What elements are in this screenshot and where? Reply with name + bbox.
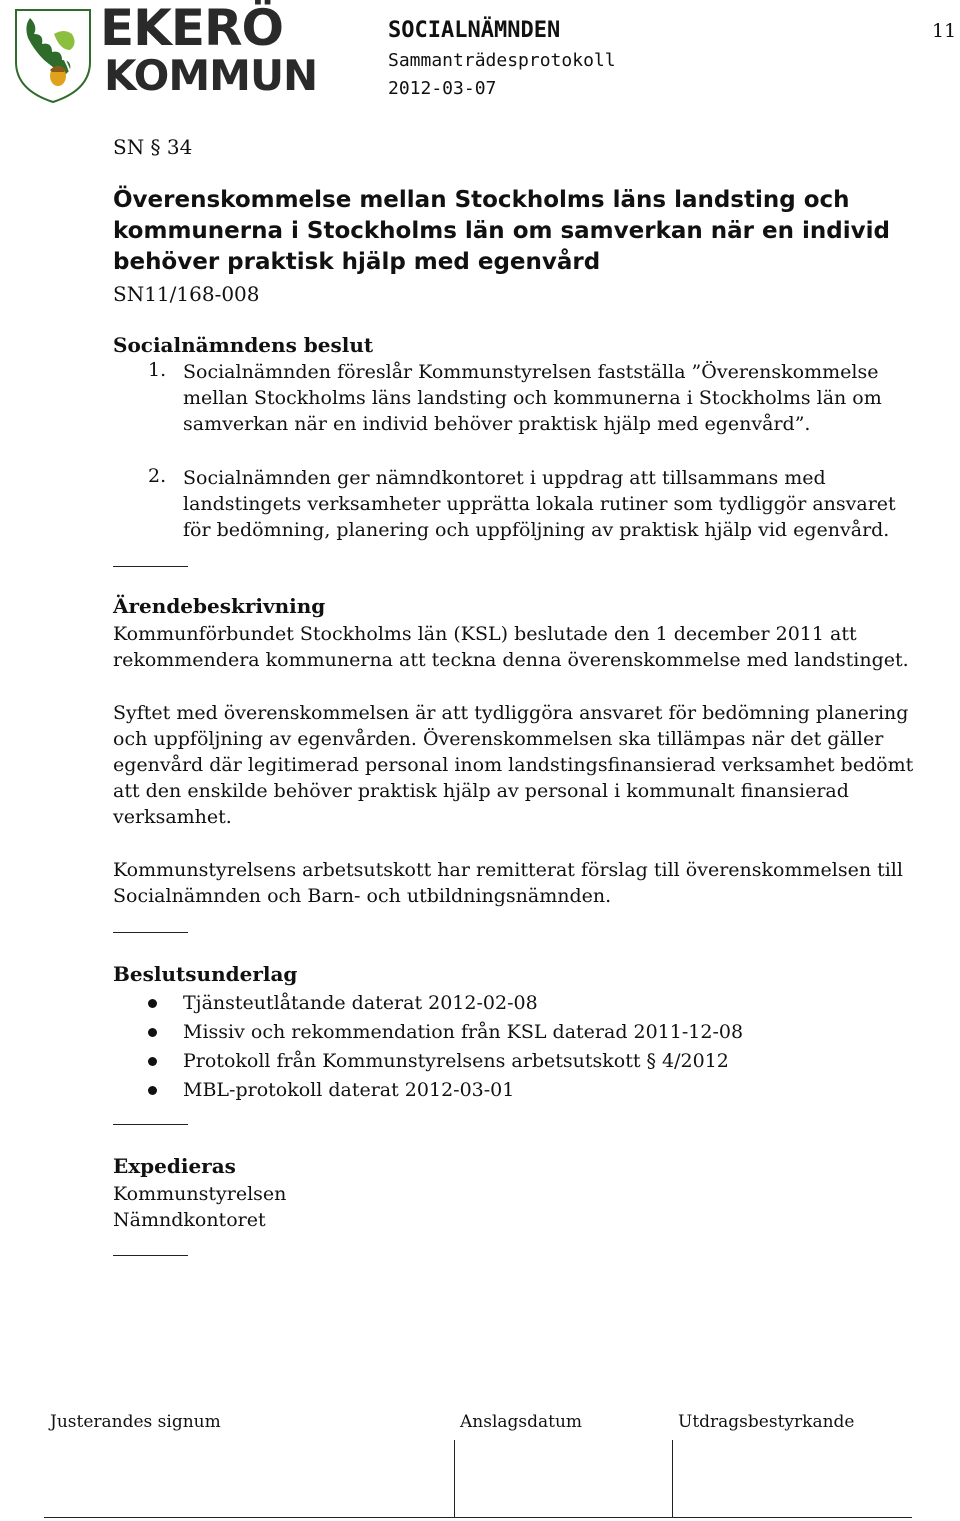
bullet-icon: [148, 1057, 157, 1066]
text-line: Socialnämnden ger nämndkontoret i uppdrag att tillsammans med: [183, 467, 826, 489]
section-divider: [113, 932, 188, 933]
decision-point-text: [183, 359, 882, 437]
text-line: och uppföljning av egenvården. Överenskommelsen ska tillämpas när det gäller: [113, 728, 884, 750]
text-line: att den enskilde behöver praktisk hjälp av personal i kommunalt finansierad: [113, 780, 849, 802]
dispatch-heading: Expedieras: [113, 1154, 236, 1178]
text-line: egenvård där legitimerad personal inom landstingsfinansierad verksamhet bedömt: [113, 754, 914, 776]
item-title-line: behöver praktisk hjälp med egenvård: [113, 249, 601, 275]
bullet-icon: [148, 1086, 157, 1095]
footer-baseline: [44, 1517, 912, 1518]
text-line: Socialnämnden föreslår Kommunstyrelsen fastställa ”Överenskommelse: [183, 361, 879, 383]
extract-certifier-label: Utdragsbestyrkande: [678, 1412, 855, 1432]
footer-divider: [454, 1440, 455, 1518]
description-paragraph: [113, 857, 903, 909]
text-line: Kommunstyrelsens arbetsutskott har remitterat förslag till överenskommelsen till: [113, 859, 903, 881]
description-heading: Ärendebeskrivning: [113, 594, 326, 618]
item-title-line: kommunerna i Stockholms län om samverkan när en individ: [113, 218, 890, 244]
municipality-logo: [8, 0, 318, 104]
bullet-icon: [148, 1028, 157, 1037]
text-line: rekommendera kommunerna att teckna denna överenskommelse med landstinget.: [113, 649, 909, 671]
list-item-text: MBL-protokoll daterat 2012-03-01: [183, 1079, 515, 1101]
text-line: samverkan när en individ behöver praktisk hjälp med egenvård”.: [183, 413, 811, 435]
recipient: Kommunstyrelsen: [113, 1183, 287, 1205]
text-line: Kommunförbundet Stockholms län (KSL) beslutade den 1 december 2011 att: [113, 623, 857, 645]
list-item-text: Missiv och rekommendation från KSL daterad 2011-12-08: [183, 1021, 744, 1043]
bullet-icon: [148, 999, 157, 1008]
item-title: [113, 185, 913, 278]
list-item-text: Tjänsteutlåtande daterat 2012-02-08: [183, 992, 538, 1014]
section-divider: [113, 1124, 188, 1125]
page-number: 11: [932, 20, 957, 42]
department-name: SOCIALNÄMNDEN: [388, 18, 561, 43]
decision-point-text: [183, 465, 896, 543]
oak-leaf-shield-icon: [8, 4, 98, 104]
logo-wordmark-bottom: KOMMUN: [104, 51, 318, 100]
text-line: landstingets verksamheter upprätta lokala rutiner som tydliggör ansvaret: [183, 493, 896, 515]
item-title-line: Överenskommelse mellan Stockholms läns landsting och: [113, 187, 850, 213]
recipient: Nämndkontoret: [113, 1209, 266, 1231]
text-line: för bedömning, planering och uppföljning av praktisk hjälp vid egenvård.: [183, 519, 890, 541]
text-line: verksamhet.: [113, 806, 232, 828]
meeting-date: 2012-03-07: [388, 78, 497, 99]
list-item-text: Protokoll från Kommunstyrelsens arbetsutskott § 4/2012: [183, 1050, 729, 1072]
signatures-label: Justerandes signum: [50, 1412, 221, 1432]
text-line: mellan Stockholms läns landsting och kommunerna i Stockholms län om: [183, 387, 882, 409]
decision-point-number: 2.: [148, 465, 167, 487]
decision-point-number: 1.: [148, 359, 167, 381]
dispatch-recipients: [113, 1181, 286, 1233]
case-number: SN11/168-008: [113, 282, 260, 306]
decision-heading: Socialnämndens beslut: [113, 333, 374, 357]
logo-wordmark-top: EKERÖ: [100, 0, 284, 57]
basis-heading: Beslutsunderlag: [113, 962, 298, 986]
footer-divider: [672, 1440, 673, 1518]
document-type: Sammanträdesprotokoll: [388, 50, 616, 71]
section-divider: [113, 1255, 188, 1256]
text-line: Syftet med överenskommelsen är att tydliggöra ansvaret för bedömning planering: [113, 702, 909, 724]
paragraph-reference: SN § 34: [113, 135, 193, 159]
section-divider: [113, 566, 188, 567]
text-line: Socialnämnden och Barn- och utbildningsnämnden.: [113, 885, 612, 907]
description-paragraph: [113, 700, 913, 830]
description-paragraph: [113, 621, 909, 673]
posting-date-label: Anslagsdatum: [460, 1412, 583, 1432]
